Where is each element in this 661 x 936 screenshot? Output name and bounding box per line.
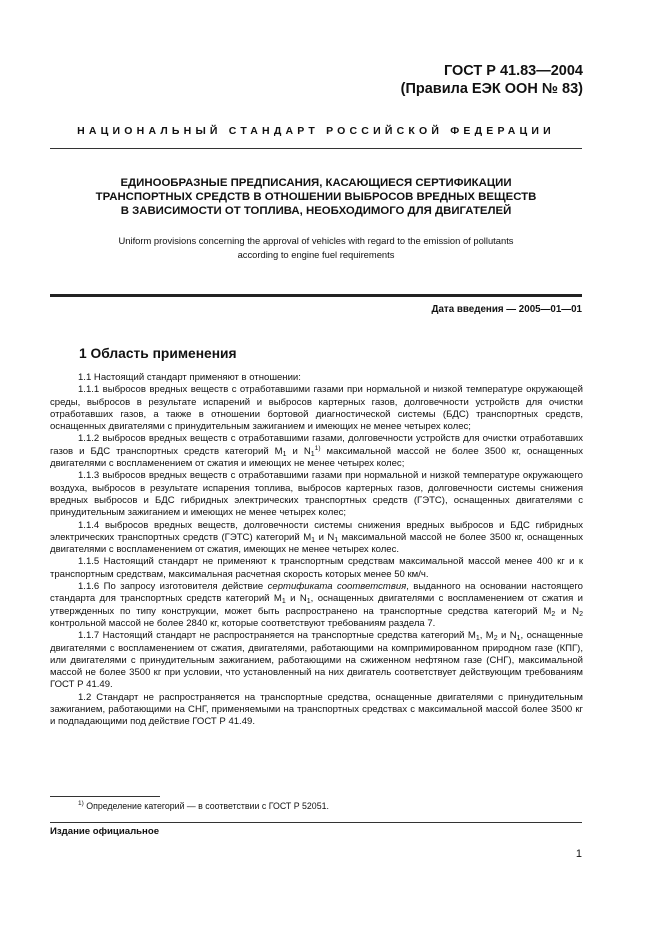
- official-edition-label: Издание официальное: [50, 826, 160, 837]
- section-title: 1 Область применения: [79, 346, 237, 361]
- title-line: В ЗАВИСИМОСТИ ОТ ТОПЛИВА, НЕОБХОДИМОГО ДЛЯ ДВИГАТЕЛЕЙ: [120, 205, 512, 217]
- section-body: [50, 372, 583, 729]
- paragraph-1-1-4: 1.1.4 выбросов вредных веществ, долговечности системы снижения вредных выбросов и БДС гибридных электрических транспортных средств (ГЭТС) категорий $M_1$ и $N_1$ максимальной массой не более 3500 кг, оснащенных двигателями с воспламенением от сжатия, имеющих не менее четырех колес.: [50, 519, 583, 556]
- paragraph-1-1-1: 1.1.1 выбросов вредных веществ с отработавшими газами при нормальной и низкой температуре окружающей среды, выбросов в результате испарений и выбросов картерных газов, долговечности устройств для очистки отработавших газов, а также в отношении бортовой диагностической системы (БДС) транспортных средств, оснащенных двигателями с принудительным зажиганием и имеющих не менее четырех колес;: [50, 384, 583, 433]
- introduction-date: Дата введения — 2005—01—01: [431, 304, 582, 315]
- title-russian: [50, 176, 582, 218]
- paragraph-1-1-7: 1.1.7 Настоящий стандарт не распространяется на транспортные средства категорий $M_1$, $M_2$ и $N_1$, оснащенные двигателями с воспламенением от сжатия, двигателями, работающими на компримированном природном газе (КПГ), или двигателями с принудительным зажиганием, работающими на сжиженном нефтяном газе (СНГ), максимальной массой не более 3500 кг при условии, что установленный на них двигатель соответствует действующим требованиям ГОСТ Р 41.49.: [50, 630, 584, 691]
- national-standard-heading: НАЦИОНАЛЬНЫЙ СТАНДАРТ РОССИЙСКОЙ ФЕДЕРАЦИИ: [77, 125, 555, 137]
- ece-rule-number: (Правила ЕЭК ООН № 83): [400, 81, 583, 97]
- paragraph-1-1-6: 1.1.6 По запросу изготовителя действие сертификата соответствия, выданного на основании настоящего стандарта для транспортных средств категорий $M_1$ и $N_1$, оснащенных двигателями с воспламенением от сжатия и утвержденных по типу конструкции, может быть распространено на транспортные средства категорий $M_2$ и $N_2$ контрольной массой не более 2840 кг, которые соответствуют требованиям раздела 7.: [50, 581, 583, 629]
- document-header: [401, 62, 583, 98]
- paragraph-1-1: 1.1 Настоящий стандарт применяют в отношении:: [78, 372, 301, 383]
- divider: [50, 148, 582, 149]
- standard-number: ГОСТ Р 41.83—2004: [443, 63, 583, 79]
- divider-thick: [50, 294, 582, 297]
- title-english: [50, 234, 582, 262]
- page-number: 1: [575, 848, 582, 860]
- paragraph-1-1-2: 1.1.2 выбросов вредных веществ с отработавшими газами, долговечности устройств для очистки отработавших газов и БДС транспортных средств категорий $M_1$ и $N_1^{1)}$ максимальной массой не более 3500 кг, оснащенных двигателями с воспламенением от сжатия и имеющих не менее четырех колес;: [50, 433, 583, 470]
- footnote: $^{1)}$ Определение категорий — в соответствии с ГОСТ Р 52051.: [78, 800, 329, 811]
- title-line: according to engine fuel requirements: [237, 249, 395, 260]
- title-line: ТРАНСПОРТНЫХ СРЕДСТВ В ОТНОШЕНИИ ВЫБРОСОВ ВРЕДНЫХ ВЕЩЕСТВ: [95, 191, 537, 203]
- paragraph-1-1-5: 1.1.5 Настоящий стандарт не применяют к транспортным средствам максимальной массой менее 400 кг и к транспортным средствам, максимальная расчетная скорость которых менее 50 км/ч.: [50, 556, 583, 580]
- paragraph-1-2: 1.2 Стандарт не распространяется на транспортные средства, оснащенные двигателями с принудительным зажиганием, работающими на СНГ, применяемыми на транспортных средствах с максимальной массой более 3500 кг и подпадающими под действие ГОСТ Р 41.49.: [50, 691, 583, 728]
- footnote-divider: [50, 796, 160, 797]
- paragraph-1-1-3: 1.1.3 выбросов вредных веществ с отработавшими газами при нормальной и низкой температуре окружающего воздуха, выбросов в результате испарения топлива, выбросов картерных газов, долговечности системы снижения вредных выбросов и БДС гибридных электрических транспортных средств (ГЭТС), оснащенных двигателями с принудительным зажиганием и имеющих не менее четырех колес;: [50, 470, 583, 519]
- divider: [50, 822, 582, 823]
- title-line: ЕДИНООБРАЗНЫЕ ПРЕДПИСАНИЯ, КАСАЮЩИЕСЯ СЕРТИФИКАЦИИ: [120, 177, 512, 189]
- footnote-ref: 1): [314, 444, 321, 452]
- title-line: Uniform provisions concerning the approval of vehicles with regard to the emission of pollutants: [118, 235, 514, 246]
